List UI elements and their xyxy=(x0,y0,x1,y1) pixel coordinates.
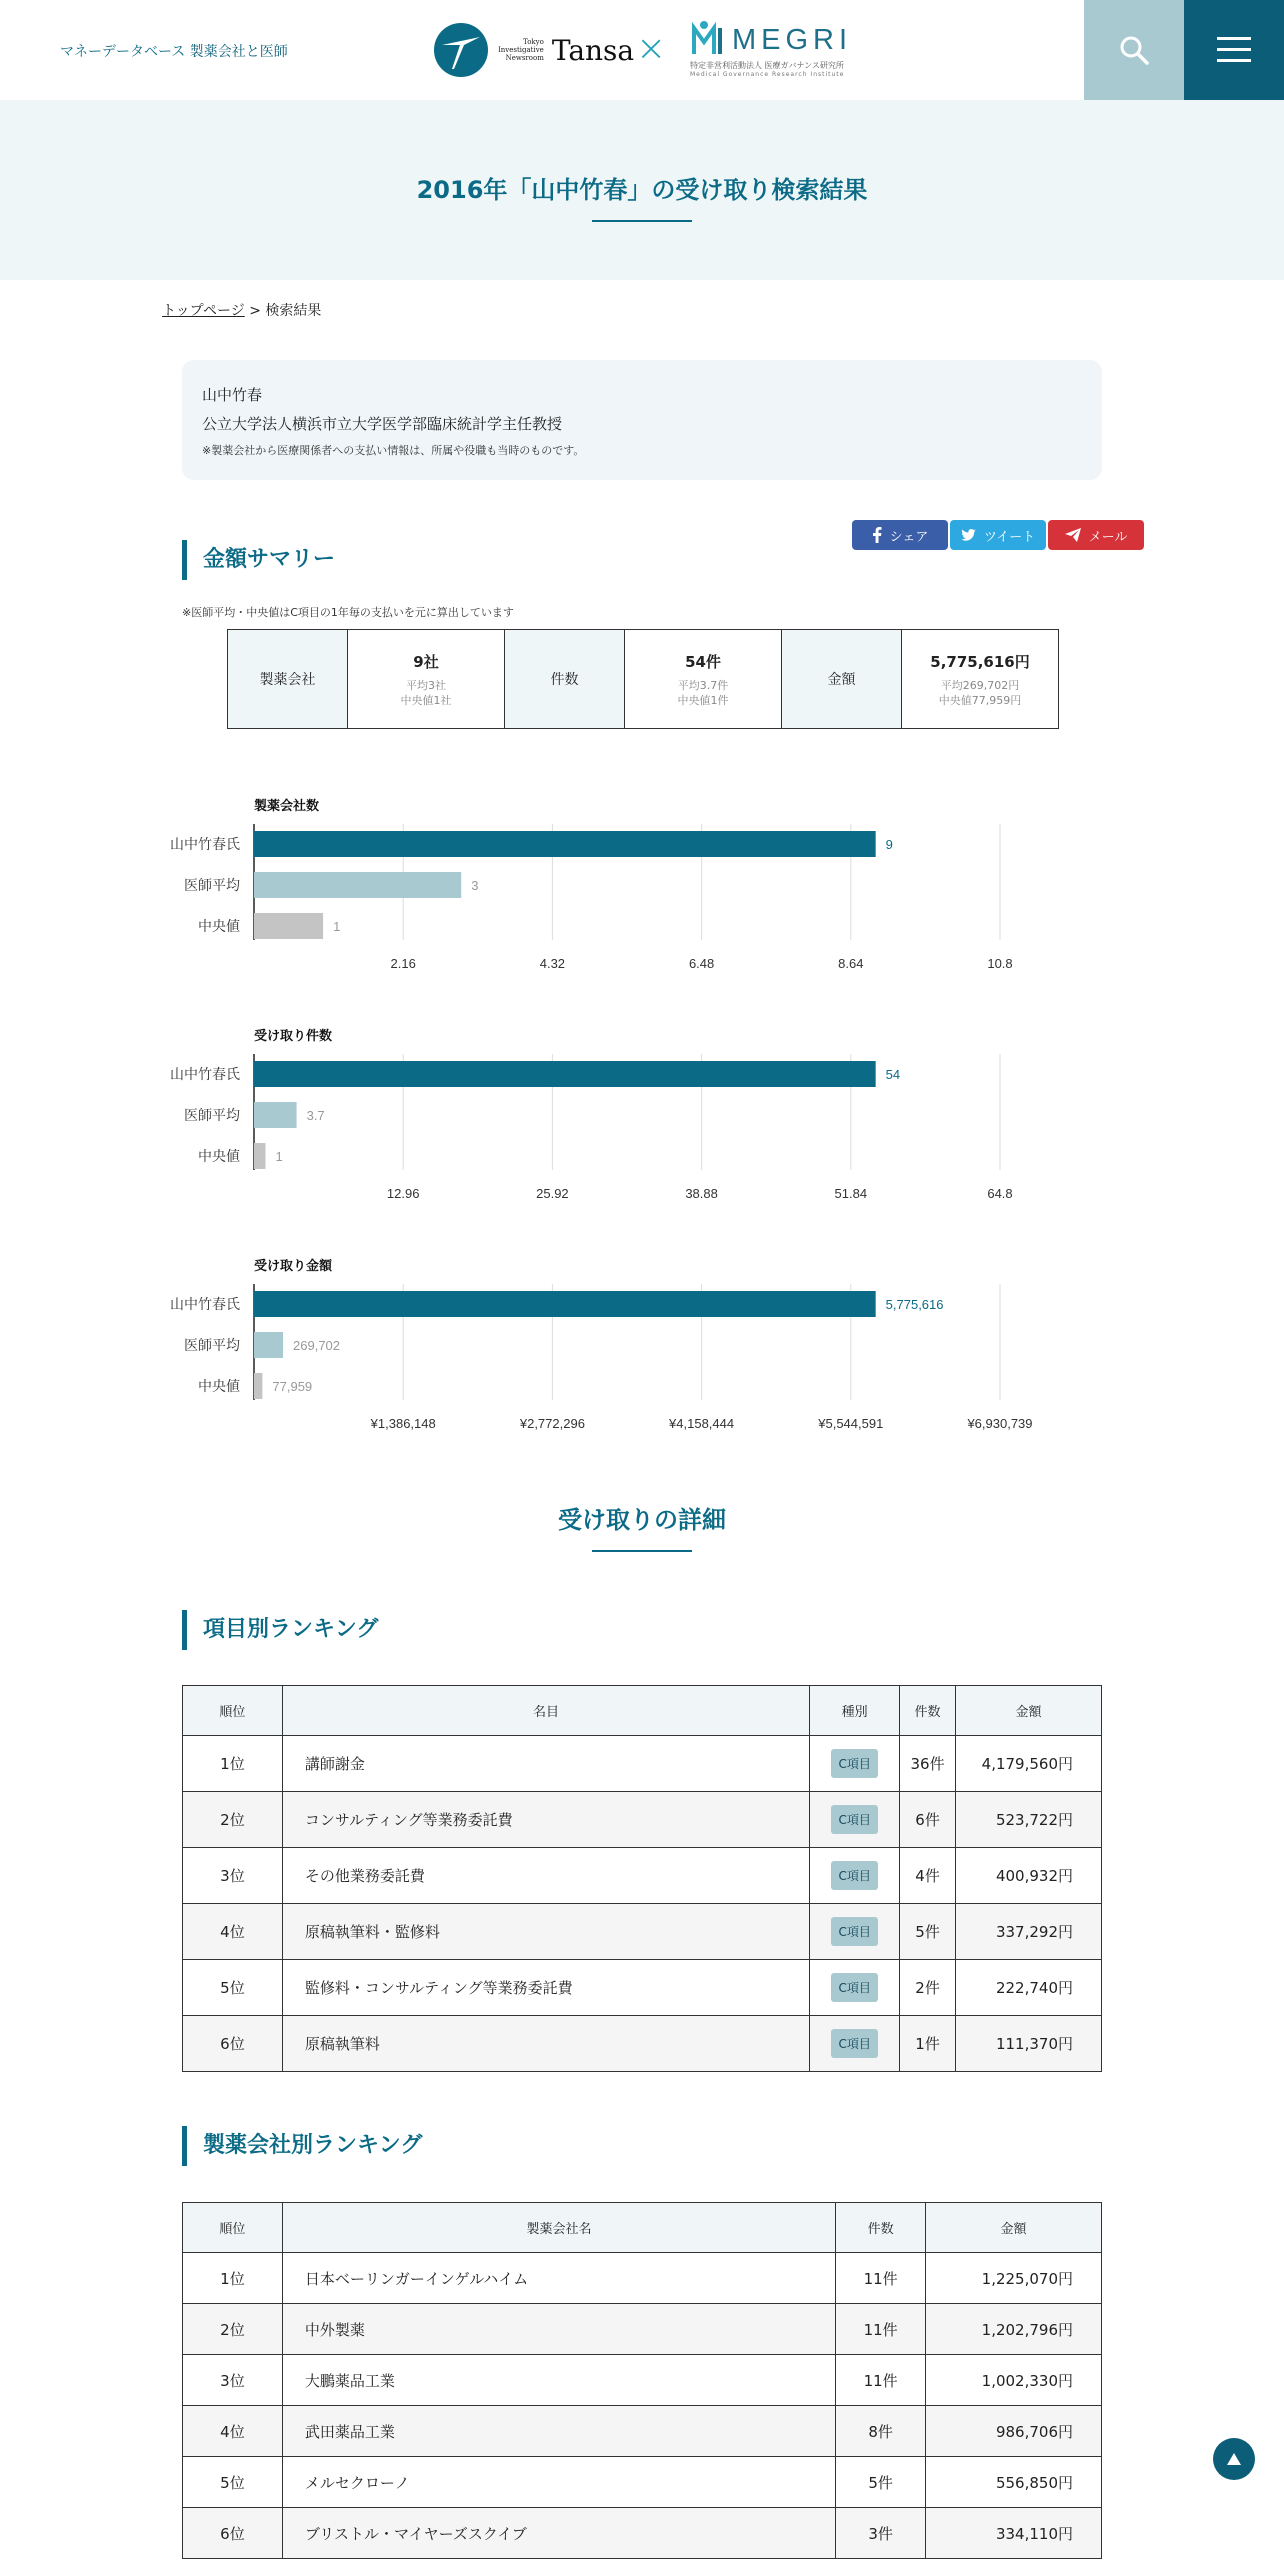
count-cell: 4件 xyxy=(900,1848,956,1904)
category-label: 山中竹春氏 xyxy=(170,837,240,853)
profile-box xyxy=(182,360,1102,480)
tansa-logo[interactable] xyxy=(434,22,634,78)
col-name: 名目 xyxy=(282,1686,809,1736)
count-average: 平均3.7件 xyxy=(677,678,729,692)
megri-emblem-icon xyxy=(690,20,730,56)
category-label: 医師平均 xyxy=(184,1108,240,1124)
scroll-to-top-button[interactable] xyxy=(1213,2438,1255,2480)
rank-cell: 4位 xyxy=(183,1904,283,1960)
item-name-cell: その他業務委託費 xyxy=(282,1848,809,1904)
item-ranking-heading: 項目別ランキング xyxy=(182,1610,378,1650)
title-underline xyxy=(592,220,692,222)
x-tick-label: 10.8 xyxy=(987,956,1013,971)
item-ranking-row xyxy=(183,1736,1102,1792)
breadcrumb-current: 検索結果 xyxy=(265,303,322,319)
rank-cell: 4位 xyxy=(183,2406,283,2457)
rank-cell: 6位 xyxy=(183,2508,283,2559)
breadcrumb-home-link[interactable]: トップページ xyxy=(162,303,245,319)
x-tick-label: 12.96 xyxy=(386,1186,420,1201)
category-label: 中央値 xyxy=(198,1149,240,1165)
count-median: 中央値1件 xyxy=(677,693,729,707)
count-cell xyxy=(625,630,782,729)
amount-cell: 986,706円 xyxy=(926,2406,1102,2457)
x-tick-label: ¥4,158,444 xyxy=(669,1416,735,1431)
summary-note: ※医師平均・中央値はC項目の1年毎の支払いを元に算出しています xyxy=(182,606,514,619)
companies-median: 中央値1社 xyxy=(400,693,452,707)
count-value: 54件 xyxy=(685,652,721,671)
company-ranking-row xyxy=(183,2457,1102,2508)
company-ranking-table xyxy=(182,2202,1102,2559)
bar-value-label: 5,775,616 xyxy=(885,1297,944,1312)
item-ranking-table xyxy=(182,1685,1102,2072)
category-label: 医師平均 xyxy=(184,1338,240,1354)
bar xyxy=(254,831,876,857)
megri-logo[interactable] xyxy=(690,20,853,80)
type-cell xyxy=(810,1736,900,1792)
rank-cell: 3位 xyxy=(183,2355,283,2406)
detail-underline xyxy=(592,1550,692,1552)
bar xyxy=(254,1332,283,1358)
page-title: 2016年「山中竹春」の受け取り検索結果 xyxy=(416,176,868,204)
x-tick-label: 38.88 xyxy=(685,1186,718,1201)
type-cell xyxy=(810,2016,900,2072)
hamburger-icon xyxy=(1217,37,1251,63)
chart-title: 受け取り件数 xyxy=(254,1029,333,1044)
bar-value-label: 269,702 xyxy=(293,1338,341,1353)
bar-value-label: 77,959 xyxy=(272,1379,313,1394)
rank-cell: 2位 xyxy=(183,1792,283,1848)
item-ranking-row xyxy=(183,1960,1102,2016)
company-ranking-row xyxy=(183,2253,1102,2304)
item-name-cell: コンサルティング等業務委託費 xyxy=(282,1792,809,1848)
rank-cell: 1位 xyxy=(183,2253,283,2304)
amount-chart xyxy=(0,1250,1284,1450)
company-ranking-row xyxy=(183,2508,1102,2559)
count-cell: 5件 xyxy=(900,1904,956,1960)
type-cell xyxy=(810,1960,900,2016)
bar xyxy=(254,1291,876,1317)
detail-heading: 受け取りの詳細 xyxy=(558,1506,726,1534)
type-cell xyxy=(810,1904,900,1960)
profile-note: ※製薬会社から医療関係者への支払い情報は、所属や役職も当時のものです。 xyxy=(202,444,585,457)
facebook-share-button[interactable] xyxy=(852,520,948,550)
bar-value-label: 1 xyxy=(333,919,341,934)
col-type: 種別 xyxy=(810,1686,900,1736)
companies-average: 平均3社 xyxy=(406,678,446,692)
mail-share-button[interactable] xyxy=(1048,520,1144,550)
bar xyxy=(254,872,461,898)
amount-cell: 337,292円 xyxy=(956,1904,1102,1960)
site-header xyxy=(0,0,1284,100)
bar-value-label: 9 xyxy=(885,837,893,852)
item-name-cell: 監修料・コンサルティング等業務委託費 xyxy=(282,1960,809,2016)
twitter-icon xyxy=(961,529,976,541)
tansa-wordmark: Tansa xyxy=(551,33,635,67)
rank-cell: 5位 xyxy=(183,2457,283,2508)
bar xyxy=(254,1373,262,1399)
x-tick-label: ¥2,772,296 xyxy=(519,1416,585,1431)
facebook-share-label: シェア xyxy=(889,529,929,545)
category-label: 中央値 xyxy=(198,1379,240,1395)
x-tick-label: 8.64 xyxy=(838,956,864,971)
col-count: 件数 xyxy=(836,2203,926,2253)
col-count: 件数 xyxy=(900,1686,956,1736)
company-ranking-row xyxy=(183,2355,1102,2406)
arrow-up-icon xyxy=(1227,2453,1241,2465)
x-tick-label: ¥5,544,591 xyxy=(818,1416,884,1431)
company-name-cell[interactable]: 日本ベーリンガーインゲルハイム xyxy=(282,2253,835,2304)
menu-button[interactable] xyxy=(1184,0,1284,100)
amount-average: 平均269,702円 xyxy=(940,678,1020,692)
bar-value-label: 3.7 xyxy=(306,1108,325,1123)
chart-title: 受け取り金額 xyxy=(254,1259,333,1274)
company-name-cell[interactable]: 武田薬品工業 xyxy=(282,2406,835,2457)
type-badge: C項目 xyxy=(831,1749,877,1778)
item-ranking-row xyxy=(183,2016,1102,2072)
twitter-share-button[interactable] xyxy=(950,520,1046,550)
companies-chart xyxy=(0,790,1284,990)
amount-cell: 556,850円 xyxy=(926,2457,1102,2508)
megri-subtitle-en: Medical Governance Research Institute xyxy=(690,71,845,78)
type-badge: C項目 xyxy=(831,1973,877,2002)
amount-cell: 334,110円 xyxy=(926,2508,1102,2559)
collab-cross: × xyxy=(636,28,667,69)
breadcrumb-separator: > xyxy=(244,303,266,319)
item-ranking-row xyxy=(183,1904,1102,1960)
tansa-subtitle: Tokyo Investigative Newsroom xyxy=(498,38,544,62)
company-name-cell[interactable]: ブリストル・マイヤーズスクイブ xyxy=(282,2508,835,2559)
count-cell: 2件 xyxy=(900,1960,956,2016)
amount-label: 金額 xyxy=(782,630,902,729)
summary-table xyxy=(227,629,1059,729)
bar-value-label: 3 xyxy=(471,878,479,893)
item-ranking-row xyxy=(183,1848,1102,1904)
count-cell: 36件 xyxy=(900,1736,956,1792)
rank-cell: 1位 xyxy=(183,1736,283,1792)
company-ranking-heading: 製薬会社別ランキング xyxy=(182,2126,422,2166)
col-amount: 金額 xyxy=(926,2203,1102,2253)
bar xyxy=(254,1102,297,1128)
amount-cell: 111,370円 xyxy=(956,2016,1102,2072)
x-tick-label: 25.92 xyxy=(536,1186,569,1201)
companies-cell xyxy=(348,630,505,729)
megri-wordmark: MEGRI xyxy=(732,24,853,56)
item-name-cell: 原稿執筆料・監修料 xyxy=(282,1904,809,1960)
count-cell: 11件 xyxy=(836,2304,926,2355)
type-badge: C項目 xyxy=(831,1805,877,1834)
amount-value: 5,775,616円 xyxy=(930,652,1030,671)
count-cell: 5件 xyxy=(836,2457,926,2508)
col-rank: 順位 xyxy=(183,2203,283,2253)
count-cell: 1件 xyxy=(900,2016,956,2072)
bar xyxy=(254,1143,266,1169)
col-company: 製薬会社名 xyxy=(282,2203,835,2253)
item-ranking-row xyxy=(183,1792,1102,1848)
search-button[interactable] xyxy=(1084,0,1184,100)
site-label[interactable] xyxy=(60,41,288,61)
amount-median: 中央値77,959円 xyxy=(938,693,1022,707)
bar xyxy=(254,913,323,939)
amount-cell: 4,179,560円 xyxy=(956,1736,1102,1792)
amount-cell: 1,225,070円 xyxy=(926,2253,1102,2304)
type-badge: C項目 xyxy=(831,1861,877,1890)
x-tick-label: 6.48 xyxy=(688,956,715,971)
item-name-cell: 原稿執筆料 xyxy=(282,2016,809,2072)
site-label-prefix: マネーデータベース xyxy=(60,44,186,60)
amount-cell: 222,740円 xyxy=(956,1960,1102,2016)
company-name-cell[interactable]: メルセクローノ xyxy=(282,2457,835,2508)
company-ranking-row xyxy=(183,2406,1102,2457)
facebook-icon xyxy=(872,527,882,543)
category-label: 中央値 xyxy=(198,919,240,935)
x-tick-label: 64.8 xyxy=(987,1186,1013,1201)
category-label: 山中竹春氏 xyxy=(170,1067,240,1083)
category-label: 医師平均 xyxy=(184,878,240,894)
count-cell: 11件 xyxy=(836,2253,926,2304)
chart-title: 製薬会社数 xyxy=(254,799,320,814)
company-name-cell[interactable]: 中外製薬 xyxy=(282,2304,835,2355)
twitter-share-label: ツイート xyxy=(983,529,1036,545)
amount-cell xyxy=(902,630,1059,729)
amount-cell: 1,002,330円 xyxy=(926,2355,1102,2406)
count-chart xyxy=(0,1020,1284,1220)
col-amount: 金額 xyxy=(956,1686,1102,1736)
amount-cell: 400,932円 xyxy=(956,1848,1102,1904)
bar-value-label: 1 xyxy=(275,1149,283,1164)
summary-heading: 金額サマリー xyxy=(182,540,335,580)
type-badge: C項目 xyxy=(831,2029,877,2058)
count-label: 件数 xyxy=(505,630,625,729)
category-label: 山中竹春氏 xyxy=(170,1297,240,1313)
company-ranking-row xyxy=(183,2304,1102,2355)
type-badge: C項目 xyxy=(831,1917,877,1946)
title-band xyxy=(0,100,1284,280)
companies-label: 製薬会社 xyxy=(228,630,348,729)
rank-cell: 5位 xyxy=(183,1960,283,2016)
company-name-cell[interactable]: 大鵬薬品工業 xyxy=(282,2355,835,2406)
type-cell xyxy=(810,1792,900,1848)
count-cell: 6件 xyxy=(900,1792,956,1848)
rank-cell: 3位 xyxy=(183,1848,283,1904)
x-tick-label: 51.84 xyxy=(834,1186,868,1201)
amount-cell: 523,722円 xyxy=(956,1792,1102,1848)
person-name: 山中竹春 xyxy=(202,386,263,404)
x-tick-label: ¥1,386,148 xyxy=(370,1416,436,1431)
amount-cell: 1,202,796円 xyxy=(926,2304,1102,2355)
companies-value: 9社 xyxy=(413,652,439,671)
x-tick-label: 4.32 xyxy=(539,956,566,971)
person-affiliation: 公立大学法人横浜市立大学医学部臨床統計学主任教授 xyxy=(202,415,563,433)
bar-value-label: 54 xyxy=(885,1067,901,1082)
count-cell: 8件 xyxy=(836,2406,926,2457)
x-tick-label: ¥6,930,739 xyxy=(967,1416,1033,1431)
megri-subtitle-jp: 特定非営利活動法人 医療ガバナンス研究所 xyxy=(690,61,844,70)
x-tick-label: 2.16 xyxy=(390,956,416,971)
send-mail-icon xyxy=(1065,528,1081,542)
rank-cell: 2位 xyxy=(183,2304,283,2355)
mail-share-label: メール xyxy=(1088,529,1128,545)
search-icon xyxy=(1118,34,1150,66)
type-cell xyxy=(810,1848,900,1904)
col-rank: 順位 xyxy=(183,1686,283,1736)
site-label-main: 製薬会社と医師 xyxy=(189,44,288,60)
bar xyxy=(254,1061,876,1087)
tansa-emblem-icon xyxy=(434,23,488,77)
count-cell: 3件 xyxy=(836,2508,926,2559)
rank-cell: 6位 xyxy=(183,2016,283,2072)
item-name-cell: 講師謝金 xyxy=(282,1736,809,1792)
breadcrumb xyxy=(162,300,321,320)
count-cell: 11件 xyxy=(836,2355,926,2406)
